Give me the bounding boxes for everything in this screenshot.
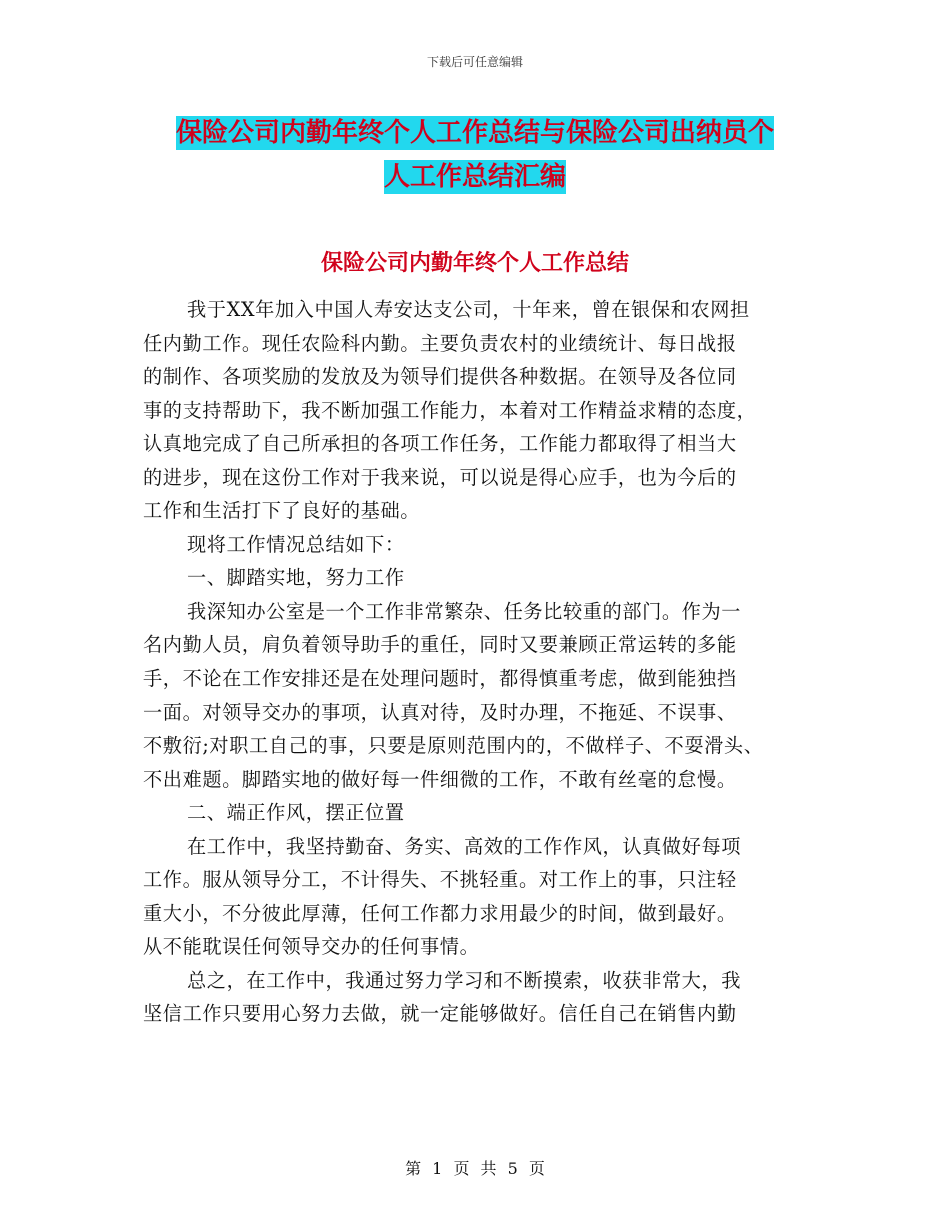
body-line: 现将工作情况总结如下： [187,532,405,556]
body-line: 不出难题。脚踏实地的做好每一件细微的工作，不敢有丝毫的怠慢。 [143,767,737,791]
body-line: 从不能耽误任何领导交办的任何事情。 [143,935,480,959]
section-heading: 二、端正作风，摆正位置 [187,801,405,825]
section-title: 保险公司内勤年终个人工作总结 [320,251,629,276]
body-line: 坚信工作只要用心努力去做，就一定能够做好。信任自己在销售内勤 [143,1002,737,1026]
header-note: 下载后可任意编辑 [426,55,523,69]
title-line-2: 人工作总结汇编 [383,162,566,192]
body-line: 一面。对领导交办的事项，认真对待，及时办理，不拖延、不误事、 [143,700,737,724]
body-line: 任内勤工作。现任农险科内勤。主要负责农村的业绩统计、每日战报 [143,331,737,355]
section-heading: 一、脚踏实地，努力工作 [187,566,405,590]
document-title [0,111,950,199]
page-footer: 第 1 页 共 5 页 [405,1159,545,1178]
body-line: 手，不论在工作安排还是在处理问题时，都得慎重考虑，做到能独挡 [143,667,737,691]
body-line: 总之，在工作中，我通过努力学习和不断摸索，收获非常大，我 [187,968,742,992]
body-line: 工作。服从领导分工，不计得失、不挑轻重。对工作上的事，只注轻 [143,868,737,892]
body-line: 我深知办公室是一个工作非常繁杂、任务比较重的部门。作为一 [187,599,742,623]
body-line: 工作和生活打下了良好的基础。 [143,499,421,523]
body-text [143,293,819,1031]
body-line: 不敷衍;对职工自己的事，只要是原则范围内的，不做样子、不耍滑头、 [143,734,764,758]
body-line: 重大小，不分彼此厚薄，任何工作都力求用最少的时间，做到最好。 [143,901,737,925]
body-line: 我于XX年加入中国人寿安达支公司，十年来，曾在银保和农网担 [187,298,750,321]
title-line-1: 保险公司内勤年终个人工作总结与保险公司出纳员个 [175,118,774,148]
body-line: 认真地完成了自己所承担的各项工作任务，工作能力都取得了相当大 [143,432,737,456]
body-line: 在工作中，我坚持勤奋、务实、高效的工作作风，认真做好每项 [187,834,742,858]
body-line: 的进步，现在这份工作对于我来说，可以说是得心应手，也为今后的 [143,465,737,489]
body-line: 事的支持帮助下，我不断加强工作能力，本着对工作精益求精的态度， [143,398,757,422]
body-line: 的制作、各项奖励的发放及为领导们提供各种数据。在领导及各位同 [143,365,737,389]
body-line: 名内勤人员，肩负着领导助手的重任，同时又要兼顾正常运转的多能 [143,633,737,657]
